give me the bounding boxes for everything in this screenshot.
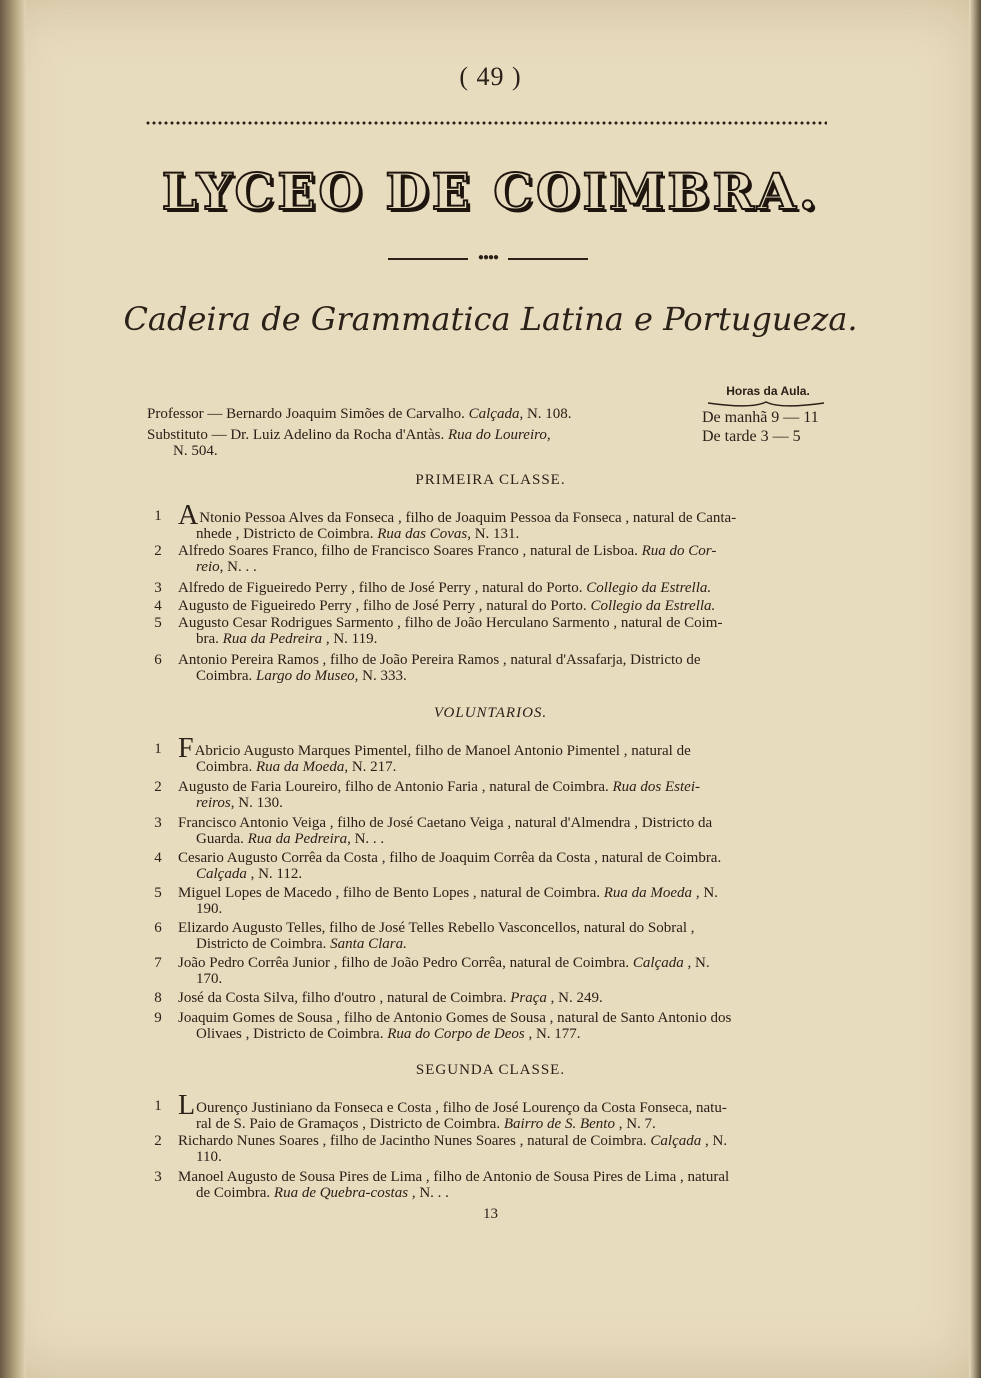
entry-text (178, 1169, 840, 1201)
entry-line: , N. . . (347, 831, 385, 847)
entry-text (178, 1010, 840, 1042)
drop-cap: L (178, 1090, 196, 1121)
entry-text (178, 580, 840, 596)
entry-text (178, 1090, 840, 1132)
signature-mark: 13 (483, 1206, 498, 1222)
entry-number: 6 (154, 920, 162, 936)
entry-text (178, 885, 840, 917)
entry-line: , N. 333. (354, 668, 407, 684)
entry-number: 5 (154, 885, 162, 901)
entry-address: Rua da Moeda (256, 759, 345, 775)
substitute-line: Substituto — Dr. Luiz Adelino da Rocha d'Antàs. Rua do Loureiro, (147, 427, 551, 443)
entry-line: bra. (196, 631, 223, 647)
entry-line: , N. . . (219, 559, 257, 575)
entry-number: 3 (154, 580, 162, 596)
entry-line: , N. 217. (344, 759, 397, 775)
drop-cap: A (178, 500, 199, 531)
entry-line: Manoel Augusto de Sousa Pires de Lima , filho de Antonio de Sousa Pires de Lima , natural (178, 1169, 730, 1185)
entry-line: Elizardo Augusto Telles, filho de José Telles Rebello Vasconcellos, natural do Sobral , (178, 920, 695, 936)
entry-line: João Pedro Corrêa Junior , filho de João Pedro Corrêa, natural de Coimbra. (178, 955, 633, 971)
entry-address: Rua dos Estei- (612, 779, 700, 795)
page-title: LYCEO DE COIMBRA. (161, 162, 820, 221)
entry-line: Cesario Augusto Corrêa da Costa , filho de Joaquim Corrêa da Costa , natural de Coimbra. (178, 850, 722, 866)
entry-text (178, 500, 840, 542)
entry-line: Abricio Augusto Marques Pimentel, filho de Manoel Antonio Pimentel , natural de (194, 743, 691, 759)
entry-line: Augusto Cesar Rodrigues Sarmento , filho de João Herculano Sarmento , natural de Coim- (178, 615, 723, 631)
entry-line: , N. 177. (524, 1026, 581, 1042)
entry-number: 6 (154, 652, 162, 668)
entry-line: Coimbra. (196, 668, 256, 684)
entry-address: Praça (510, 990, 547, 1006)
entry-line: Guarda. (196, 831, 248, 847)
entry-line: ral de S. Paio de Gramaços , Districto de Coimbra. (196, 1116, 504, 1132)
entry-line: de Coimbra. (196, 1185, 274, 1201)
entry-line: , N. 119. (322, 631, 378, 647)
entry-address: Rua do Corpo de Deos (387, 1026, 525, 1042)
entry-line: Augusto de Figueiredo Perry , filho de José Perry , natural do Porto. (178, 598, 591, 614)
hours-afternoon: De tarde 3 — 5 (702, 428, 801, 445)
entry-number: 3 (154, 815, 162, 831)
entry-address: Rua do Cor- (641, 543, 717, 559)
entry-text (178, 598, 840, 614)
entry-number: 1 (154, 1098, 162, 1114)
entry-line: Joaquim Gomes de Sousa , filho de Antonio Gomes de Sousa , natural de Santo Antonio dos (178, 1010, 732, 1026)
entry-text (178, 920, 840, 952)
entry-number: 7 (154, 955, 162, 971)
entry-line: Ourenço Justiniano da Fonseca e Costa , filho de José Lourenço da Costa Fonseca, natu- (196, 1100, 727, 1116)
professor-line: Professor — Bernardo Joaquim Simões de Carvalho. Calçada, N. 108. (147, 406, 572, 422)
entry-number: 5 (154, 615, 162, 631)
entry-text (178, 615, 840, 647)
entry-line: , N. (701, 1133, 728, 1149)
entry-line: José da Costa Silva, filho d'outro , natural de Coimbra. (178, 990, 511, 1006)
entry-line: 190. (196, 901, 223, 917)
entry-text (178, 733, 840, 775)
entry-text (178, 652, 840, 684)
entry-line: nhede , Districto de Coimbra. (196, 526, 378, 542)
entry-number: 8 (154, 990, 162, 1006)
ornament-divider: ●●●● (388, 252, 588, 266)
entry-line: Francisco Antonio Veiga , filho de José Caetano Veiga , natural d'Almendra , Districto da (178, 815, 713, 831)
entry-address: reiros (196, 795, 231, 811)
entry-address: Rua da Pedreira (247, 831, 348, 847)
entry-number: 4 (154, 850, 162, 866)
section-heading-primeira: PRIMEIRA CLASSE. (415, 472, 566, 488)
hours-morning: De manhã 9 — 11 (702, 409, 819, 426)
entry-address: Rua de Quebra-costas (273, 1185, 409, 1201)
dotted-rule (145, 120, 827, 128)
entry-address: Calçada (196, 866, 247, 882)
drop-cap: F (178, 733, 194, 764)
section-heading-segunda: SEGUNDA CLASSE. (415, 1062, 566, 1078)
entry-line: , N. (692, 885, 718, 901)
entry-line: Augusto de Faria Loureiro, filho de Antonio Faria , natural de Coimbra. (178, 779, 613, 795)
entry-line: Antonio Pereira Ramos , filho de João Pereira Ramos , natural d'Assafarja, Districto de (178, 652, 701, 668)
entry-address: Calçada (650, 1133, 702, 1149)
entry-line: Districto de Coimbra. (196, 936, 331, 952)
entry-text (178, 990, 840, 1006)
section-heading-voluntarios: VOLUNTARIOS. (433, 705, 548, 721)
entry-number: 4 (154, 598, 162, 614)
entry-text (178, 955, 840, 987)
entry-address: Largo do Museo (256, 668, 355, 684)
entry-line: , N. 112. (246, 866, 303, 882)
entry-number: 1 (154, 741, 162, 757)
entry-text (178, 815, 840, 847)
entry-address: Collegio da Estrella. (586, 580, 712, 596)
flourish-ornament (706, 398, 826, 408)
entry-line: Coimbra. (196, 759, 256, 775)
entry-line: Olivaes , Districto de Coimbra. (196, 1026, 388, 1042)
entry-number: 2 (154, 779, 162, 795)
entry-address: Rua das Covas (377, 526, 468, 542)
entry-number: 2 (154, 543, 162, 559)
entry-line: Miguel Lopes de Macedo , filho de Bento Lopes , natural de Coimbra. (178, 885, 604, 901)
entry-line: Richardo Nunes Soares , filho de Jacintho Nunes Soares , natural de Coimbra. (178, 1133, 651, 1149)
entry-number: 2 (154, 1133, 162, 1149)
entry-address: reio (196, 559, 220, 575)
entry-line: , N. 130. (230, 795, 283, 811)
entry-text (178, 543, 840, 575)
entry-line: Alfredo de Figueiredo Perry , filho de José Perry , natural do Porto. (178, 580, 587, 596)
entry-text (178, 779, 840, 811)
page-subtitle: Cadeira de Grammatica Latina e Portugueza. (123, 300, 858, 338)
page-number: ( 49 ) (459, 62, 522, 91)
substitute-number: N. 504. (173, 443, 218, 459)
entry-line: , N. (683, 955, 710, 971)
entry-address: Collegio da Estrella. (590, 598, 716, 614)
entry-address: Calçada (632, 955, 684, 971)
entry-address: Santa Clara. (330, 936, 407, 952)
entry-address: Bairro de S. Bento (503, 1116, 615, 1132)
entry-line: 110. (196, 1149, 222, 1165)
entry-line: Alfredo Soares Franco, filho de Francisco Soares Franco , natural de Lisboa. (178, 543, 642, 559)
entry-number: 9 (154, 1010, 162, 1026)
entry-line: , N. 131. (467, 526, 520, 542)
entry-line: , N. 249. (546, 990, 603, 1006)
entry-text (178, 850, 840, 882)
entry-line: , N. 7. (614, 1116, 656, 1132)
entry-text (178, 1133, 840, 1165)
entry-line: Ntonio Pessoa Alves da Fonseca , filho de Joaquim Pessoa da Fonseca , natural de Canta- (199, 510, 737, 526)
entry-number: 3 (154, 1169, 162, 1185)
entry-line: 170. (196, 971, 223, 987)
entry-address: Rua da Moeda (603, 885, 693, 901)
entry-line: , N. . . (408, 1185, 449, 1201)
entry-number: 1 (154, 508, 162, 524)
hours-heading: Horas da Aula. (726, 384, 810, 398)
entry-address: Rua da Pedreira (222, 631, 323, 647)
